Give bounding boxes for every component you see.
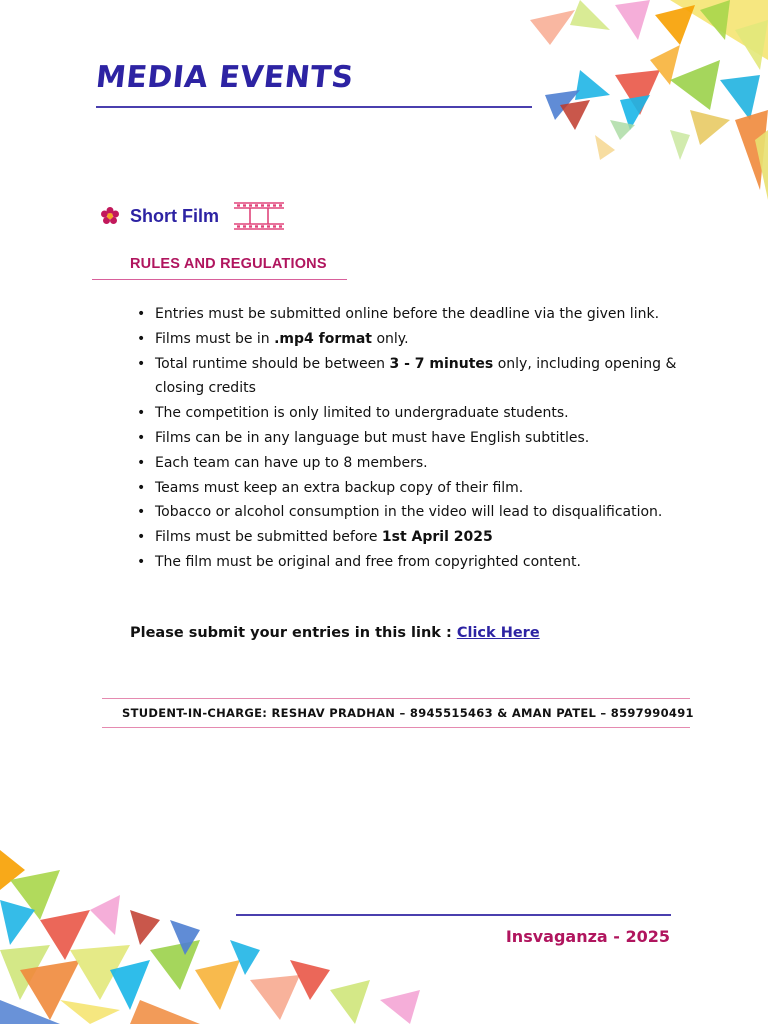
page-title: MEDIA EVENTS [94, 60, 356, 95]
rules-divider [92, 279, 347, 280]
rules-heading: RULES AND REGULATIONS [130, 256, 327, 272]
list-item: • The film must be original and free from copyrighted content. [137, 550, 697, 575]
list-item: • Films must be in .mp4 format only. [137, 327, 697, 352]
rules-list [137, 302, 697, 575]
list-item: • Films must be submitted before 1st April 2025 [137, 525, 697, 550]
list-item: • Each team can have up to 8 members. [137, 451, 697, 476]
contact-box [102, 698, 694, 728]
click-here-link[interactable]: Click Here [456, 625, 540, 641]
footer-event-name: Insvaganza - 2025 [505, 927, 670, 946]
event-heading [100, 200, 285, 232]
title-divider [96, 106, 532, 108]
list-item: • Entries must be submitted online before the deadline via the given link. [137, 302, 697, 327]
event-name: Short Film [130, 205, 219, 226]
student-in-charge-text: STUDENT-IN-CHARGE: RESHAV PRADHAN – 8945515463 & AMAN PATEL – 8597990491 [122, 706, 694, 720]
submit-instruction [130, 625, 540, 641]
list-item: • Teams must keep an extra backup copy of their film. [137, 476, 697, 501]
submit-text: Please submit your entries in this link : [130, 625, 457, 641]
list-item: • Tobacco or alcohol consumption in the video will lead to disqualification. [137, 500, 697, 525]
confetti-decoration-bottom [0, 850, 450, 1024]
footer-divider [236, 914, 671, 916]
list-item: • Films can be in any language but must have English subtitles. [137, 426, 697, 451]
film-strip-icon [233, 200, 285, 232]
list-item: • The competition is only limited to undergraduate students. [137, 401, 697, 426]
list-item: • Total runtime should be between 3 - 7 minutes only, including opening & closing credits [137, 352, 697, 402]
confetti-decoration-top [520, 0, 768, 200]
flower-icon [100, 206, 120, 226]
